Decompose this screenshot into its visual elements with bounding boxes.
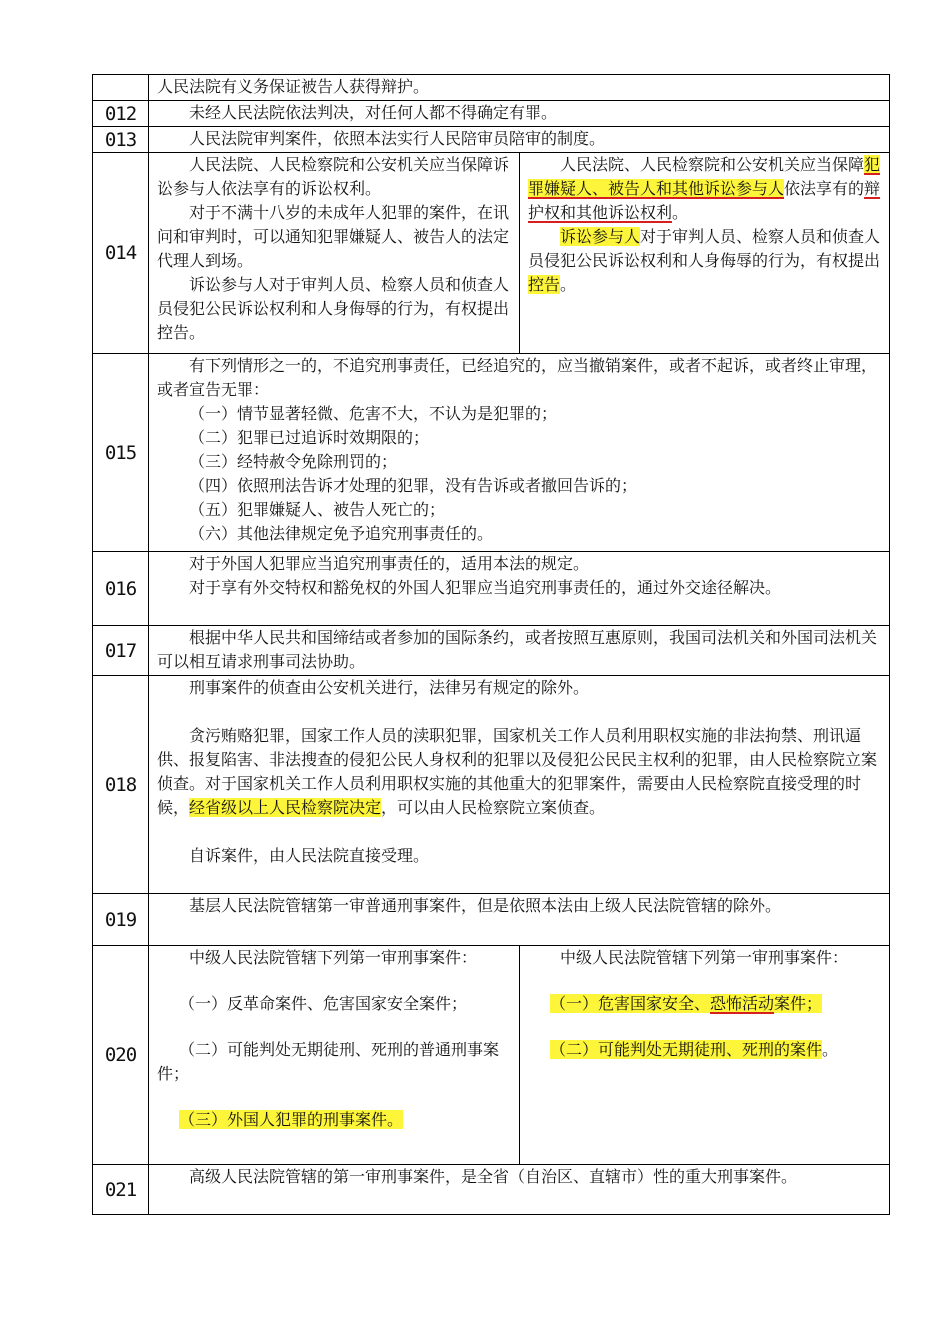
table-row bbox=[93, 626, 890, 676]
paragraph: 对于不满十八岁的未成年人犯罪的案件，在讯问和审判时，可以通知犯罪嫌疑人、被告人的法定代理人到场。 bbox=[157, 203, 510, 270]
table-row bbox=[93, 75, 890, 101]
spacer bbox=[157, 970, 511, 992]
text-span: ，可以由人民检察院立案侦查。 bbox=[381, 798, 606, 817]
article-text-cell bbox=[149, 946, 890, 1165]
text-span: 贪污贿赂犯罪，国家工作人员的渎职犯罪，国家机关工作人员利用职权实施的非法拘禁、刑讯逼供、报复陷害、非法搜查的侵犯公民人身权利的犯罪以及侵犯公民民主权利的犯罪，由人民检察院立案侦查。对于国家机关工作人员利用职权实施的其他重大的犯罪案件，需要由人民检察院直接受理的时候， bbox=[157, 726, 878, 817]
list-item bbox=[157, 1108, 511, 1132]
article-number: 014 bbox=[93, 153, 149, 354]
table-row bbox=[93, 153, 890, 354]
paragraph: 对于享有外交特权和豁免权的外国人犯罪应当追究刑事责任的，通过外交途径解决。 bbox=[189, 578, 782, 597]
document-page bbox=[92, 74, 890, 1215]
article-text-cell bbox=[149, 127, 890, 153]
text-span: 对于审判人员、检察人员和侦查人员侵犯公民诉讼权利和人身侮辱的行为，有权提出 bbox=[528, 227, 881, 270]
article-number: 019 bbox=[93, 894, 149, 946]
table-row bbox=[93, 127, 890, 153]
paragraph: 诉讼参与人对于审判人员、检察人员和侦查人员侵犯公民诉讼权利和人身侮辱的行为，有权提出控告。 bbox=[157, 275, 510, 342]
article-number: 015 bbox=[93, 354, 149, 552]
article-text-cell bbox=[149, 354, 890, 552]
text-span: 依法享有的 bbox=[784, 179, 865, 198]
table-row bbox=[93, 101, 890, 127]
highlighted-text: （一）危害国家安全、 bbox=[550, 994, 711, 1013]
old-version-column bbox=[149, 153, 519, 353]
paragraph: 人民法院、人民检察院和公安机关应当保障诉讼参与人依法享有的诉讼权利。 bbox=[157, 155, 510, 198]
article-number: 013 bbox=[93, 127, 149, 153]
paragraph: 刑事案件的侦查由公安机关进行，法律另有规定的除外。 bbox=[189, 678, 590, 697]
new-version-column bbox=[519, 946, 889, 1164]
table-row bbox=[93, 946, 890, 1165]
highlighted-text: 经省级以上人民检察院决定 bbox=[189, 798, 382, 817]
highlighted-text: 案件； bbox=[774, 994, 823, 1013]
table-row bbox=[93, 1165, 890, 1215]
paragraph: 对于外国人犯罪应当追究刑事责任的，适用本法的规定。 bbox=[189, 554, 590, 573]
article-text-cell bbox=[149, 1165, 890, 1215]
article-text: 人民法院有义务保证被告人获得辩护。 bbox=[157, 77, 430, 96]
list-item: （一）反革命案件、危害国家安全案件； bbox=[179, 994, 468, 1013]
article-text: 根据中华人民共和国缔结或者参加的国际条约，或者按照互惠原则，我国司法机关和外国司法机关可以相互请求刑事司法协助。 bbox=[157, 628, 878, 671]
list-item: （二）可能判处无期徒刑、死刑的普通刑事案件； bbox=[157, 1040, 500, 1083]
article-text-cell bbox=[149, 626, 890, 676]
spacer bbox=[157, 1016, 511, 1038]
article-text: 基层人民法院管辖第一审普通刑事案件，但是依照本法由上级人民法院管辖的除外。 bbox=[189, 896, 782, 915]
article-text: 高级人民法院管辖的第一审刑事案件，是全省（自治区、直辖市）性的重大刑事案件。 bbox=[189, 1167, 798, 1186]
text-span: 。 bbox=[822, 1040, 839, 1059]
article-number: 021 bbox=[93, 1165, 149, 1215]
article-number: 020 bbox=[93, 946, 149, 1165]
paragraph: 有下列情形之一的，不追究刑事责任，已经追究的，应当撤销案件，或者不起诉，或者终止审理，或者宣告无罪： bbox=[157, 356, 878, 399]
paragraph: 中级人民法院管辖下列第一审刑事案件： bbox=[189, 948, 478, 967]
spacer bbox=[157, 1086, 511, 1108]
list-item: （二）犯罪已过追诉时效期限的； bbox=[189, 428, 430, 447]
highlighted-text: 恐怖活动 bbox=[710, 994, 775, 1013]
spacer bbox=[528, 970, 881, 992]
list-item bbox=[528, 992, 881, 1016]
old-version-column bbox=[149, 946, 519, 1164]
table-row bbox=[93, 894, 890, 946]
paragraph bbox=[528, 225, 881, 297]
article-number: 017 bbox=[93, 626, 149, 676]
list-item: （三）经特赦令免除刑罚的； bbox=[189, 452, 398, 471]
spacer bbox=[528, 1016, 881, 1038]
paragraph bbox=[157, 724, 883, 820]
article-text-cell bbox=[149, 75, 890, 101]
article-number bbox=[93, 75, 149, 101]
law-comparison-table bbox=[92, 74, 890, 1215]
highlighted-text: （二）可能判处无期徒刑、死刑的案件 bbox=[550, 1040, 823, 1059]
article-number: 012 bbox=[93, 101, 149, 127]
underlined-text: 辩护权和其他诉讼权利 bbox=[528, 179, 881, 222]
table-row bbox=[93, 354, 890, 552]
paragraph bbox=[528, 153, 881, 225]
table-row bbox=[93, 552, 890, 626]
text-span: 人民法院、人民检察院和公安机关应当保障 bbox=[560, 155, 865, 174]
list-item: （四）依照刑法告诉才处理的犯罪，没有告诉或者撤回告诉的； bbox=[189, 476, 638, 495]
spacer bbox=[157, 820, 883, 844]
spacer bbox=[157, 700, 883, 724]
table-row bbox=[93, 676, 890, 894]
article-number: 016 bbox=[93, 552, 149, 626]
list-item bbox=[528, 1038, 881, 1062]
highlighted-text: （三）外国人犯罪的刑事案件。 bbox=[179, 1110, 404, 1129]
article-text: 未经人民法院依法判决，对任何人都不得确定有罪。 bbox=[189, 103, 558, 122]
highlighted-text: 犯罪嫌疑人、被告人和其他诉讼参与人 bbox=[528, 155, 881, 198]
article-text-cell bbox=[149, 153, 890, 354]
highlighted-text: 控告 bbox=[528, 275, 561, 294]
article-text-cell bbox=[149, 101, 890, 127]
text-span: 。 bbox=[560, 275, 577, 294]
article-text-cell bbox=[149, 894, 890, 946]
list-item: （一）情节显著轻微、危害不大，不认为是犯罪的； bbox=[189, 404, 558, 423]
article-number: 018 bbox=[93, 676, 149, 894]
text-span: 。 bbox=[672, 203, 689, 222]
list-item: （六）其他法律规定免予追究刑事责任的。 bbox=[189, 524, 494, 543]
article-text-cell bbox=[149, 552, 890, 626]
article-text: 人民法院审判案件，依照本法实行人民陪审员陪审的制度。 bbox=[189, 129, 606, 148]
new-version-column bbox=[519, 153, 889, 353]
paragraph: 自诉案件，由人民法院直接受理。 bbox=[189, 846, 430, 865]
list-item: （五）犯罪嫌疑人、被告人死亡的； bbox=[189, 500, 446, 519]
highlighted-text: 诉讼参与人 bbox=[560, 227, 641, 246]
article-text-cell bbox=[149, 676, 890, 894]
paragraph: 中级人民法院管辖下列第一审刑事案件： bbox=[560, 948, 849, 967]
